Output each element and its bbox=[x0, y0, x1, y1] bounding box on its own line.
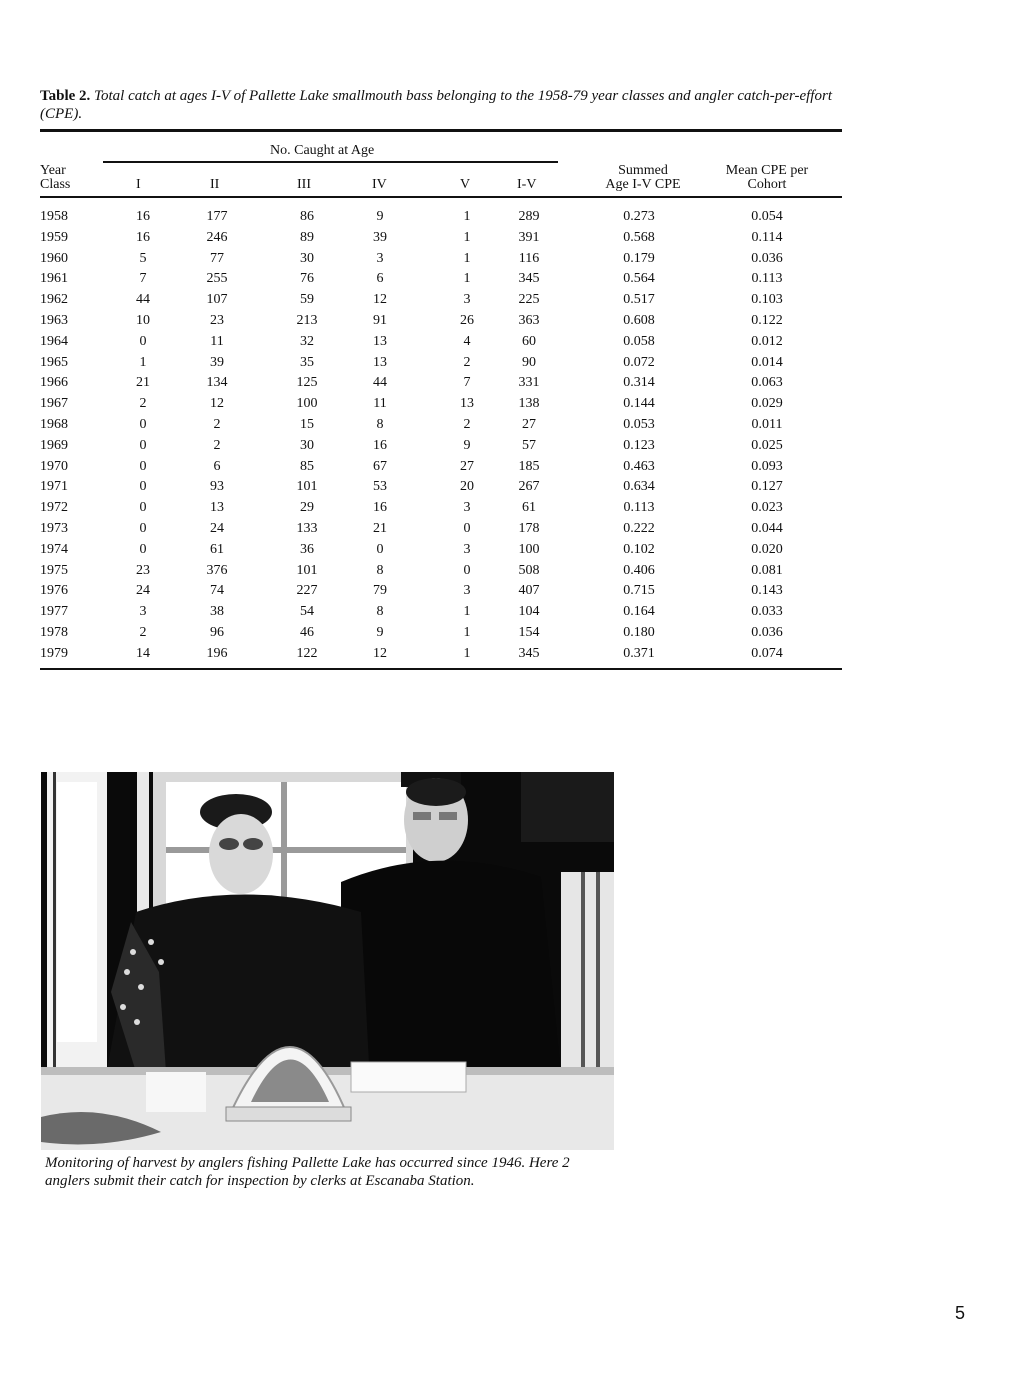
cell-age-v: 3 bbox=[463, 583, 471, 599]
cell-age-i-v: 225 bbox=[518, 292, 540, 308]
cell-summed-cpe: 0.053 bbox=[623, 416, 655, 432]
cell-age-iv: 3 bbox=[376, 250, 384, 266]
cell-age-iv: 53 bbox=[373, 479, 387, 495]
table-row bbox=[0, 269, 1031, 290]
cell-age-ii: 23 bbox=[210, 312, 224, 328]
cell-age-ii: 2 bbox=[213, 416, 221, 432]
cell-age-ii: 13 bbox=[210, 500, 224, 516]
cell-age-iii: 30 bbox=[300, 437, 314, 453]
cell-year-class: 1976 bbox=[40, 583, 68, 599]
cell-age-iv: 21 bbox=[373, 520, 387, 536]
cell-age-v: 13 bbox=[460, 396, 474, 412]
cell-age-iv: 12 bbox=[373, 292, 387, 308]
cell-mean-cpe: 0.036 bbox=[751, 624, 783, 640]
cell-age-i-v: 508 bbox=[518, 562, 540, 578]
cell-age-ii: 2 bbox=[213, 437, 221, 453]
cell-summed-cpe: 0.072 bbox=[623, 354, 655, 370]
table-row bbox=[0, 290, 1031, 311]
cell-age-iii: 59 bbox=[300, 292, 314, 308]
cell-summed-cpe: 0.314 bbox=[623, 375, 655, 391]
cell-age-i: 2 bbox=[139, 624, 147, 640]
cell-mean-cpe: 0.063 bbox=[751, 375, 783, 391]
table-caption-text: Total catch at ages I-V of Pallette Lake smallmouth bass belonging to the 1958-79 year classes and angler catch-per-effort bbox=[94, 88, 832, 104]
table-row bbox=[0, 353, 1031, 374]
cell-age-i-v: 27 bbox=[522, 416, 536, 432]
cell-age-i: 0 bbox=[139, 458, 147, 474]
cell-age-iii: 15 bbox=[300, 416, 314, 432]
cell-age-v: 20 bbox=[460, 479, 474, 495]
cell-age-i: 16 bbox=[136, 209, 150, 224]
cell-age-i: 0 bbox=[139, 520, 147, 536]
cell-year-class: 1969 bbox=[40, 437, 68, 453]
cell-mean-cpe: 0.023 bbox=[751, 500, 783, 516]
cell-age-ii: 61 bbox=[210, 541, 224, 557]
cell-summed-cpe: 0.634 bbox=[623, 479, 655, 495]
cell-age-i-v: 363 bbox=[518, 312, 540, 328]
cell-age-i-v: 154 bbox=[518, 624, 540, 640]
cell-summed-cpe: 0.164 bbox=[623, 604, 655, 620]
cell-mean-cpe: 0.012 bbox=[751, 333, 783, 349]
cell-age-iii: 86 bbox=[300, 209, 314, 224]
photo-anglers bbox=[41, 772, 614, 1150]
cell-age-iii: 54 bbox=[300, 604, 314, 620]
cell-summed-cpe: 0.113 bbox=[623, 500, 655, 516]
cell-age-v: 1 bbox=[463, 604, 471, 620]
cell-mean-cpe: 0.054 bbox=[751, 209, 783, 224]
cell-age-iii: 89 bbox=[300, 229, 314, 245]
photo-caption-line-2: anglers submit their catch for inspection by clerks at Escanaba Station. bbox=[45, 1173, 475, 1189]
cell-age-ii: 24 bbox=[210, 520, 224, 536]
cell-age-v: 27 bbox=[460, 458, 474, 474]
cell-age-iv: 67 bbox=[373, 458, 387, 474]
cell-year-class: 1968 bbox=[40, 416, 68, 432]
cell-age-v: 3 bbox=[463, 500, 471, 516]
cell-age-i: 3 bbox=[139, 604, 147, 620]
cell-mean-cpe: 0.011 bbox=[751, 416, 783, 432]
cell-age-v: 3 bbox=[463, 541, 471, 557]
photo-caption bbox=[45, 1154, 615, 1190]
cell-age-v: 26 bbox=[460, 312, 474, 328]
table-caption-line-2 bbox=[40, 105, 870, 123]
table-row bbox=[0, 623, 1031, 644]
cell-age-i-v: 57 bbox=[522, 437, 536, 453]
cell-age-v: 1 bbox=[463, 229, 471, 245]
table-label: Table 2. bbox=[40, 88, 91, 104]
cell-year-class: 1972 bbox=[40, 500, 68, 516]
cell-age-v: 4 bbox=[463, 333, 471, 349]
table-caption-line-1 bbox=[40, 87, 870, 105]
cell-mean-cpe: 0.143 bbox=[751, 583, 783, 599]
table-row bbox=[0, 228, 1031, 249]
cell-age-iii: 101 bbox=[296, 479, 318, 495]
cell-mean-cpe: 0.127 bbox=[751, 479, 783, 495]
cell-age-iii: 29 bbox=[300, 500, 314, 516]
header-age-iv: IV bbox=[372, 177, 387, 192]
cell-age-i: 16 bbox=[136, 229, 150, 245]
cell-age-iii: 32 bbox=[300, 333, 314, 349]
cell-age-iii: 76 bbox=[300, 271, 314, 287]
cell-age-iii: 125 bbox=[296, 375, 318, 391]
cell-age-iv: 39 bbox=[373, 229, 387, 245]
cell-age-iv: 8 bbox=[376, 604, 384, 620]
header-age-ii: II bbox=[210, 177, 220, 192]
cell-age-i-v: 185 bbox=[518, 458, 540, 474]
cell-year-class: 1974 bbox=[40, 541, 68, 557]
cell-age-i: 0 bbox=[139, 479, 147, 495]
cell-age-iv: 11 bbox=[373, 396, 387, 412]
table-top-rule bbox=[40, 129, 842, 132]
cell-year-class: 1961 bbox=[40, 271, 68, 287]
header-age-i: I bbox=[136, 177, 141, 192]
cell-age-i: 1 bbox=[139, 354, 147, 370]
cell-summed-cpe: 0.058 bbox=[623, 333, 655, 349]
cell-mean-cpe: 0.044 bbox=[751, 520, 783, 536]
cell-age-v: 3 bbox=[463, 292, 471, 308]
cell-age-ii: 38 bbox=[210, 604, 224, 620]
cell-age-iii: 213 bbox=[296, 312, 318, 328]
cell-age-iii: 122 bbox=[296, 645, 318, 661]
cell-year-class: 1970 bbox=[40, 458, 68, 474]
cell-mean-cpe: 0.122 bbox=[751, 312, 783, 328]
cell-age-i: 24 bbox=[136, 583, 150, 599]
cell-age-iv: 12 bbox=[373, 645, 387, 661]
cell-age-ii: 96 bbox=[210, 624, 224, 640]
cell-age-iii: 100 bbox=[296, 396, 318, 412]
cell-age-iv: 6 bbox=[376, 271, 384, 287]
cell-age-ii: 74 bbox=[210, 583, 224, 599]
cell-age-iii: 30 bbox=[300, 250, 314, 266]
header-mean-line1: Mean CPE per bbox=[725, 163, 809, 178]
cell-age-i-v: 90 bbox=[522, 354, 536, 370]
cell-summed-cpe: 0.715 bbox=[623, 583, 655, 599]
table-row bbox=[0, 373, 1031, 394]
cell-age-v: 2 bbox=[463, 416, 471, 432]
cell-year-class: 1966 bbox=[40, 375, 68, 391]
cell-age-i-v: 178 bbox=[518, 520, 540, 536]
cell-year-class: 1979 bbox=[40, 645, 68, 661]
cell-summed-cpe: 0.102 bbox=[623, 541, 655, 557]
header-mean-line2: Cohort bbox=[747, 177, 787, 192]
cell-age-ii: 77 bbox=[210, 250, 224, 266]
table-row bbox=[0, 311, 1031, 332]
table-row bbox=[0, 561, 1031, 582]
cell-mean-cpe: 0.114 bbox=[751, 229, 783, 245]
cell-year-class: 1967 bbox=[40, 396, 68, 412]
cell-summed-cpe: 0.564 bbox=[623, 271, 655, 287]
cell-year-class: 1959 bbox=[40, 229, 68, 245]
cell-age-i-v: 116 bbox=[518, 250, 540, 266]
cell-summed-cpe: 0.406 bbox=[623, 562, 655, 578]
table-row bbox=[0, 581, 1031, 602]
cell-age-ii: 246 bbox=[206, 229, 228, 245]
table-row bbox=[0, 415, 1031, 436]
cell-age-i: 44 bbox=[136, 292, 150, 308]
cell-summed-cpe: 0.180 bbox=[623, 624, 655, 640]
cell-age-i-v: 407 bbox=[518, 583, 540, 599]
cell-age-v: 1 bbox=[463, 250, 471, 266]
header-summed-line2: Age I-V CPE bbox=[605, 177, 681, 192]
cell-mean-cpe: 0.033 bbox=[751, 604, 783, 620]
cell-age-iii: 85 bbox=[300, 458, 314, 474]
header-group-label: No. Caught at Age bbox=[270, 143, 375, 158]
cell-mean-cpe: 0.113 bbox=[751, 271, 783, 287]
header-age-iii: III bbox=[297, 177, 311, 192]
table-row bbox=[0, 644, 1031, 665]
header-year-line1: Year bbox=[40, 163, 66, 178]
cell-age-v: 1 bbox=[463, 271, 471, 287]
table-body bbox=[0, 207, 1031, 665]
cell-year-class: 1962 bbox=[40, 292, 68, 308]
cell-mean-cpe: 0.020 bbox=[751, 541, 783, 557]
cell-summed-cpe: 0.608 bbox=[623, 312, 655, 328]
cell-age-i-v: 345 bbox=[518, 645, 540, 661]
cell-mean-cpe: 0.081 bbox=[751, 562, 783, 578]
cell-summed-cpe: 0.123 bbox=[623, 437, 655, 453]
cell-age-ii: 11 bbox=[210, 333, 224, 349]
cell-age-i-v: 100 bbox=[518, 541, 540, 557]
cell-age-i-v: 61 bbox=[522, 500, 536, 516]
table-row bbox=[0, 498, 1031, 519]
cell-age-iv: 91 bbox=[373, 312, 387, 328]
header-year-line2: Class bbox=[40, 177, 71, 192]
cell-age-iv: 79 bbox=[373, 583, 387, 599]
cell-year-class: 1963 bbox=[40, 312, 68, 328]
photo-caption-line-1: Monitoring of harvest by anglers fishing Pallette Lake has occurred since 1946. Here 2 bbox=[45, 1155, 570, 1171]
cell-summed-cpe: 0.179 bbox=[623, 250, 655, 266]
cell-mean-cpe: 0.036 bbox=[751, 250, 783, 266]
cell-age-ii: 39 bbox=[210, 354, 224, 370]
cell-age-iv: 8 bbox=[376, 562, 384, 578]
cell-mean-cpe: 0.029 bbox=[751, 396, 783, 412]
cell-year-class: 1971 bbox=[40, 479, 68, 495]
cell-age-iii: 101 bbox=[296, 562, 318, 578]
header-age-i-v: I-V bbox=[517, 177, 537, 192]
cell-age-i: 2 bbox=[139, 396, 147, 412]
table-row bbox=[0, 249, 1031, 270]
cell-mean-cpe: 0.093 bbox=[751, 458, 783, 474]
cell-age-iv: 8 bbox=[376, 416, 384, 432]
cell-age-iv: 9 bbox=[376, 209, 384, 224]
cell-mean-cpe: 0.025 bbox=[751, 437, 783, 453]
table-row bbox=[0, 457, 1031, 478]
cell-age-iv: 16 bbox=[373, 437, 387, 453]
cell-mean-cpe: 0.074 bbox=[751, 645, 783, 661]
cell-age-i: 5 bbox=[139, 250, 147, 266]
cell-summed-cpe: 0.517 bbox=[623, 292, 655, 308]
table-row bbox=[0, 540, 1031, 561]
cell-age-ii: 134 bbox=[206, 375, 228, 391]
cell-age-i: 0 bbox=[139, 437, 147, 453]
cell-age-v: 0 bbox=[463, 562, 471, 578]
table-caption-text-cont: (CPE). bbox=[40, 106, 83, 122]
cell-year-class: 1958 bbox=[40, 209, 68, 224]
cell-summed-cpe: 0.463 bbox=[623, 458, 655, 474]
cell-age-iv: 13 bbox=[373, 333, 387, 349]
cell-age-i-v: 104 bbox=[518, 604, 540, 620]
cell-age-iii: 46 bbox=[300, 624, 314, 640]
cell-age-iii: 35 bbox=[300, 354, 314, 370]
cell-age-iv: 13 bbox=[373, 354, 387, 370]
cell-age-v: 1 bbox=[463, 624, 471, 640]
cell-age-i-v: 391 bbox=[518, 229, 540, 245]
cell-age-i-v: 331 bbox=[518, 375, 540, 391]
cell-age-iii: 133 bbox=[296, 520, 318, 536]
cell-age-v: 1 bbox=[463, 209, 471, 224]
cell-age-ii: 196 bbox=[206, 645, 228, 661]
cell-year-class: 1960 bbox=[40, 250, 68, 266]
cell-age-i: 21 bbox=[136, 375, 150, 391]
cell-age-i-v: 138 bbox=[518, 396, 540, 412]
cell-mean-cpe: 0.103 bbox=[751, 292, 783, 308]
cell-age-v: 7 bbox=[463, 375, 471, 391]
cell-summed-cpe: 0.371 bbox=[623, 645, 655, 661]
table-row bbox=[0, 394, 1031, 415]
cell-summed-cpe: 0.144 bbox=[623, 396, 655, 412]
cell-age-i: 0 bbox=[139, 541, 147, 557]
page-number: 5 bbox=[955, 1303, 966, 1323]
cell-year-class: 1964 bbox=[40, 333, 68, 349]
table-row bbox=[0, 207, 1031, 228]
cell-age-v: 9 bbox=[463, 437, 471, 453]
cell-age-i: 0 bbox=[139, 416, 147, 432]
cell-summed-cpe: 0.273 bbox=[623, 209, 655, 224]
table-row bbox=[0, 436, 1031, 457]
table-bottom-rule bbox=[40, 668, 842, 670]
cell-age-ii: 376 bbox=[206, 562, 228, 578]
cell-age-iv: 9 bbox=[376, 624, 384, 640]
photo-illustration bbox=[41, 772, 614, 1150]
cell-age-ii: 6 bbox=[213, 458, 221, 474]
cell-age-i: 0 bbox=[139, 500, 147, 516]
cell-age-i: 14 bbox=[136, 645, 150, 661]
cell-age-i-v: 60 bbox=[522, 333, 536, 349]
cell-age-ii: 12 bbox=[210, 396, 224, 412]
cell-age-i: 7 bbox=[139, 271, 147, 287]
header-group-rule bbox=[103, 161, 558, 163]
cell-age-ii: 107 bbox=[206, 292, 228, 308]
cell-age-iii: 227 bbox=[296, 583, 318, 599]
cell-age-i-v: 267 bbox=[518, 479, 540, 495]
cell-mean-cpe: 0.014 bbox=[751, 354, 783, 370]
cell-age-v: 1 bbox=[463, 645, 471, 661]
cell-age-iii: 36 bbox=[300, 541, 314, 557]
cell-summed-cpe: 0.222 bbox=[623, 520, 655, 536]
cell-year-class: 1965 bbox=[40, 354, 68, 370]
table-row bbox=[0, 519, 1031, 540]
cell-year-class: 1977 bbox=[40, 604, 68, 620]
cell-age-i-v: 345 bbox=[518, 271, 540, 287]
cell-age-i: 10 bbox=[136, 312, 150, 328]
cell-age-iv: 44 bbox=[373, 375, 387, 391]
header-summed-line1: Summed bbox=[618, 163, 668, 178]
cell-age-i-v: 289 bbox=[518, 209, 540, 224]
cell-summed-cpe: 0.568 bbox=[623, 229, 655, 245]
table-row bbox=[0, 477, 1031, 498]
cell-age-i: 0 bbox=[139, 333, 147, 349]
cell-age-ii: 255 bbox=[206, 271, 228, 287]
cell-year-class: 1973 bbox=[40, 520, 68, 536]
cell-year-class: 1975 bbox=[40, 562, 68, 578]
cell-age-v: 0 bbox=[463, 520, 471, 536]
table-row bbox=[0, 602, 1031, 623]
cell-year-class: 1978 bbox=[40, 624, 68, 640]
cell-age-i: 23 bbox=[136, 562, 150, 578]
cell-age-ii: 93 bbox=[210, 479, 224, 495]
cell-age-iv: 0 bbox=[376, 541, 384, 557]
cell-age-v: 2 bbox=[463, 354, 471, 370]
header-age-v: V bbox=[460, 177, 471, 192]
cell-age-ii: 177 bbox=[206, 209, 228, 224]
header-bottom-rule bbox=[40, 196, 842, 198]
table-row bbox=[0, 332, 1031, 353]
cell-age-iv: 16 bbox=[373, 500, 387, 516]
